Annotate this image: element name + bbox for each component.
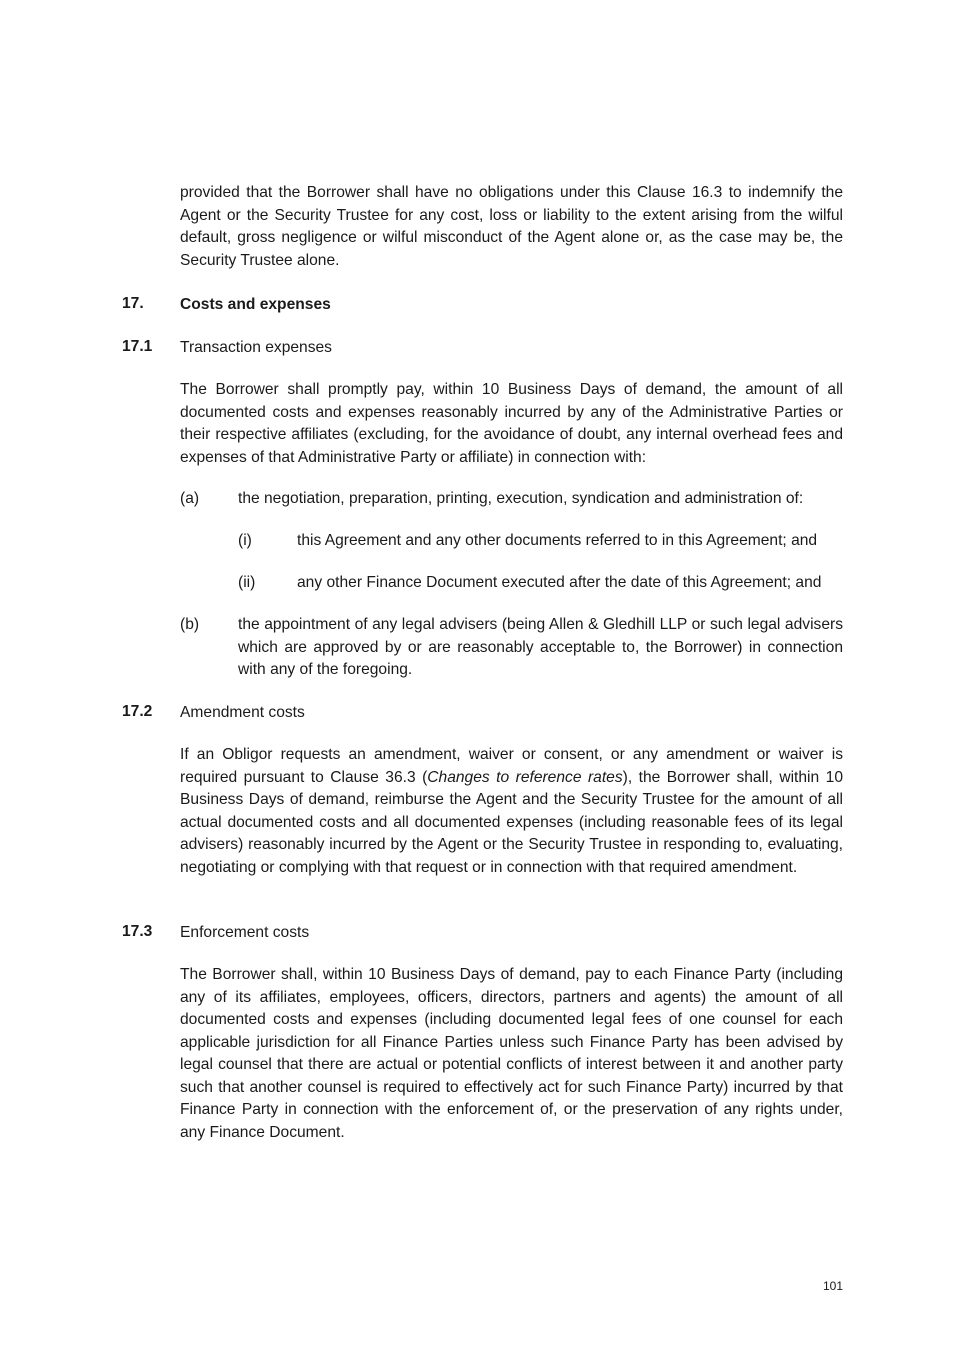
clause-17-2-body-italic: Changes to reference rates bbox=[427, 768, 623, 786]
clause-17-3-title: Enforcement costs bbox=[180, 924, 310, 941]
intro-paragraph: provided that the Borrower shall have no obligations under this Clause 16.3 to indemnify the Agent or the Security Trustee for any cost, loss or liability to the extent arising from the wilful default, gross negligence or wilful misconduct of the Agent alone or, as the case may be, the Security Trustee alone. bbox=[180, 184, 843, 269]
clause-17-3-number: 17.3 bbox=[122, 923, 153, 940]
clause-17-2-body-before: If an Obligor requests an amendment, waiver or consent, or any amendment or waiver is required pursuant to Clause 36.3 ( bbox=[180, 746, 843, 786]
item-b-text: the appointment of any legal advisers (being Allen & Gledhill LLP or such legal advisers which are approved by or are reasonably acceptable to, the Borrower) in connection with any of the foregoing. bbox=[238, 616, 843, 678]
clause-17-1-title: Transaction expenses bbox=[180, 339, 332, 356]
subitem-ii-text: any other Finance Document executed after the date of this Agreement; and bbox=[297, 574, 822, 591]
clause-17-3-body: The Borrower shall, within 10 Business Days of demand, pay to each Finance Party (including any of its affiliates, employees, officers, directors, partners and agents) the amount of all documented costs and expenses (including documented legal fees of one counsel for each applicable jurisdiction for all Finance Parties unless such Finance Party has been advised by legal counsel that there are actual or potential conflicts of interest between it and another party such that another counsel is required to effectively act for such Finance Party) incurred by that Finance Party in connection with the enforcement of, or the preservation of any rights under, any Finance Document. bbox=[180, 966, 843, 1141]
subitem-i-label: (i) bbox=[238, 532, 252, 549]
subitem-ii-label: (ii) bbox=[238, 574, 256, 591]
clause-17-title: Costs and expenses bbox=[180, 296, 331, 313]
item-a-text: the negotiation, preparation, printing, execution, syndication and administration of: bbox=[238, 490, 804, 507]
clause-17-2-body-after: ), the Borrower shall, within 10 Business Days of demand, reimburse the Agent and the Security Trustee for the amount of all actual documented costs and all documented expenses (including reasonable fees of its legal advisers) reasonably incurred by the Agent or the Security Trustee in responding to, evaluating, negotiating or complying with that request or in connection with that required amendment. bbox=[180, 768, 843, 876]
clause-17-2-title: Amendment costs bbox=[180, 704, 305, 721]
page-number: 101 bbox=[822, 1279, 843, 1293]
clause-17-number: 17. bbox=[122, 295, 144, 312]
clause-17-2-body bbox=[180, 744, 843, 879]
clause-17-1-body: The Borrower shall promptly pay, within 10 Business Days of demand, the amount of all documented costs and expenses reasonably incurred by any of the Administrative Parties or their respective affiliates (excluding, for the avoidance of doubt, any internal overhead fees and expenses of that Administrative Party or affiliate) in connection with: bbox=[180, 381, 843, 466]
item-a-label: (a) bbox=[180, 490, 200, 507]
item-b-label: (b) bbox=[180, 616, 200, 633]
clause-17-1-number: 17.1 bbox=[122, 338, 153, 355]
subitem-i-text: this Agreement and any other documents referred to in this Agreement; and bbox=[297, 532, 818, 549]
clause-17-2-number: 17.2 bbox=[122, 703, 153, 720]
